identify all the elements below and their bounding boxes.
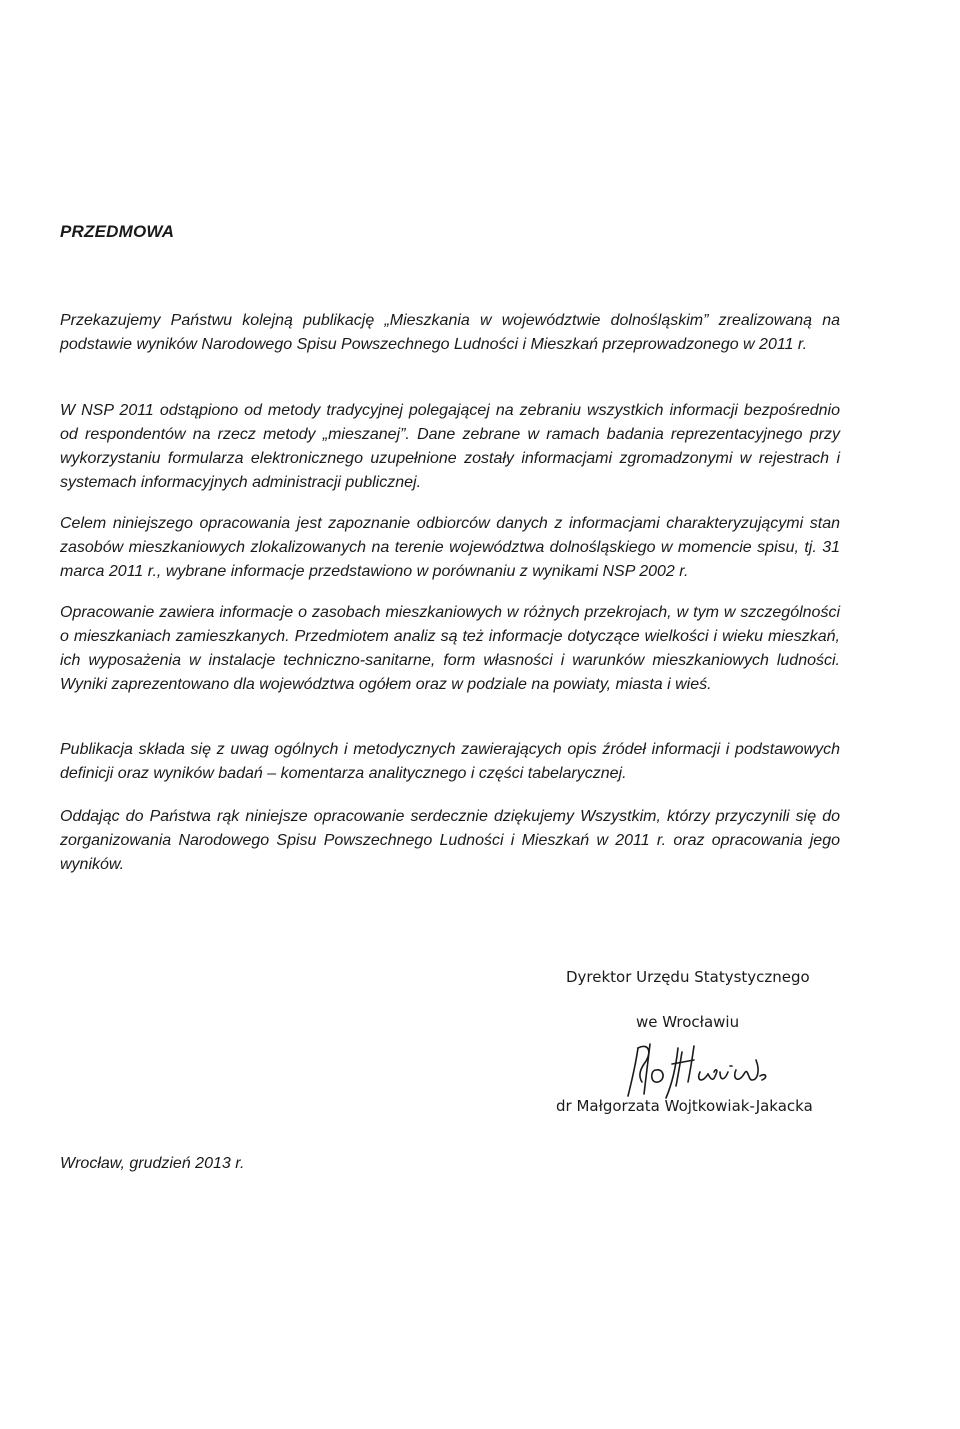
signature-title-line1: Dyrektor Urzędu Statystycznego (566, 968, 810, 986)
document-heading: PRZEDMOWA (60, 222, 175, 241)
handwritten-signature (616, 1030, 796, 1102)
paragraph-purpose: Celem niniejszego opracowania jest zapoznanie odbiorców danych z informacjami charakteryzującymi stan zasobów mieszkaniowych zlokalizowanych na terenie województwa dolnośląskiego w momencie spisu, tj. 31 marca 2011 r., wybrane informacje przedstawiono w porównaniu z wynikami NSP 2002 r. (60, 515, 840, 580)
signature-name: dr Małgorzata Wojtkowiak-Jakacka (556, 1097, 813, 1115)
place-and-date: Wrocław, grudzień 2013 r. (60, 1155, 245, 1172)
paragraph-method: W NSP 2011 odstąpiono od metody tradycyjnej polegającej na zebraniu wszystkich informacji bezpośrednio od respondentów na rzecz metody „mieszanej”. Dane zebrane w ramach badania reprezentacyjnego przy wykorzystaniu formularza elektronicznego uzupełnione zostały informacjami zgromadzonymi w rejestrach i systemach informacyjnych administracji publicznej. (60, 402, 840, 491)
paragraph-structure: Publikacja składa się z uwag ogólnych i metodycznych zawierających opis źródeł informacji i podstawowych definicji oraz wyników badań – komentarza analitycznego i części tabelarycznej. (60, 741, 840, 782)
signature-title-line2: we Wrocławiu (636, 1013, 740, 1031)
paragraph-thanks: Oddając do Państwa rąk niniejsze opracowanie serdecznie dziękujemy Wszystkim, którzy przyczynili się do zorganizowania Narodowego Spisu Powszechnego Ludności i Mieszkań w 2011 r. oraz opracowania jego wyników. (60, 808, 840, 873)
paragraph-contents: Opracowanie zawiera informacje o zasobach mieszkaniowych w różnych przekrojach, w tym w szczególności o mieszkaniach zamieszkanych. Przedmiotem analiz są też informacje dotyczące wielkości i wieku mieszkań, ich wyposażenia w instalacje techniczno-sanitarne, form własności i warunków mieszkaniowych ludności. Wyniki zaprezentowano dla województwa ogółem oraz w podziale na powiaty, miasta i wieś. (60, 604, 840, 693)
paragraph-intro: Przekazujemy Państwu kolejną publikację „Mieszkania w województwie dolnośląskim” zrealizowaną na podstawie wyników Narodowego Spisu Powszechnego Ludności i Mieszkań przeprowadzonego w 2011 r. (60, 312, 840, 353)
